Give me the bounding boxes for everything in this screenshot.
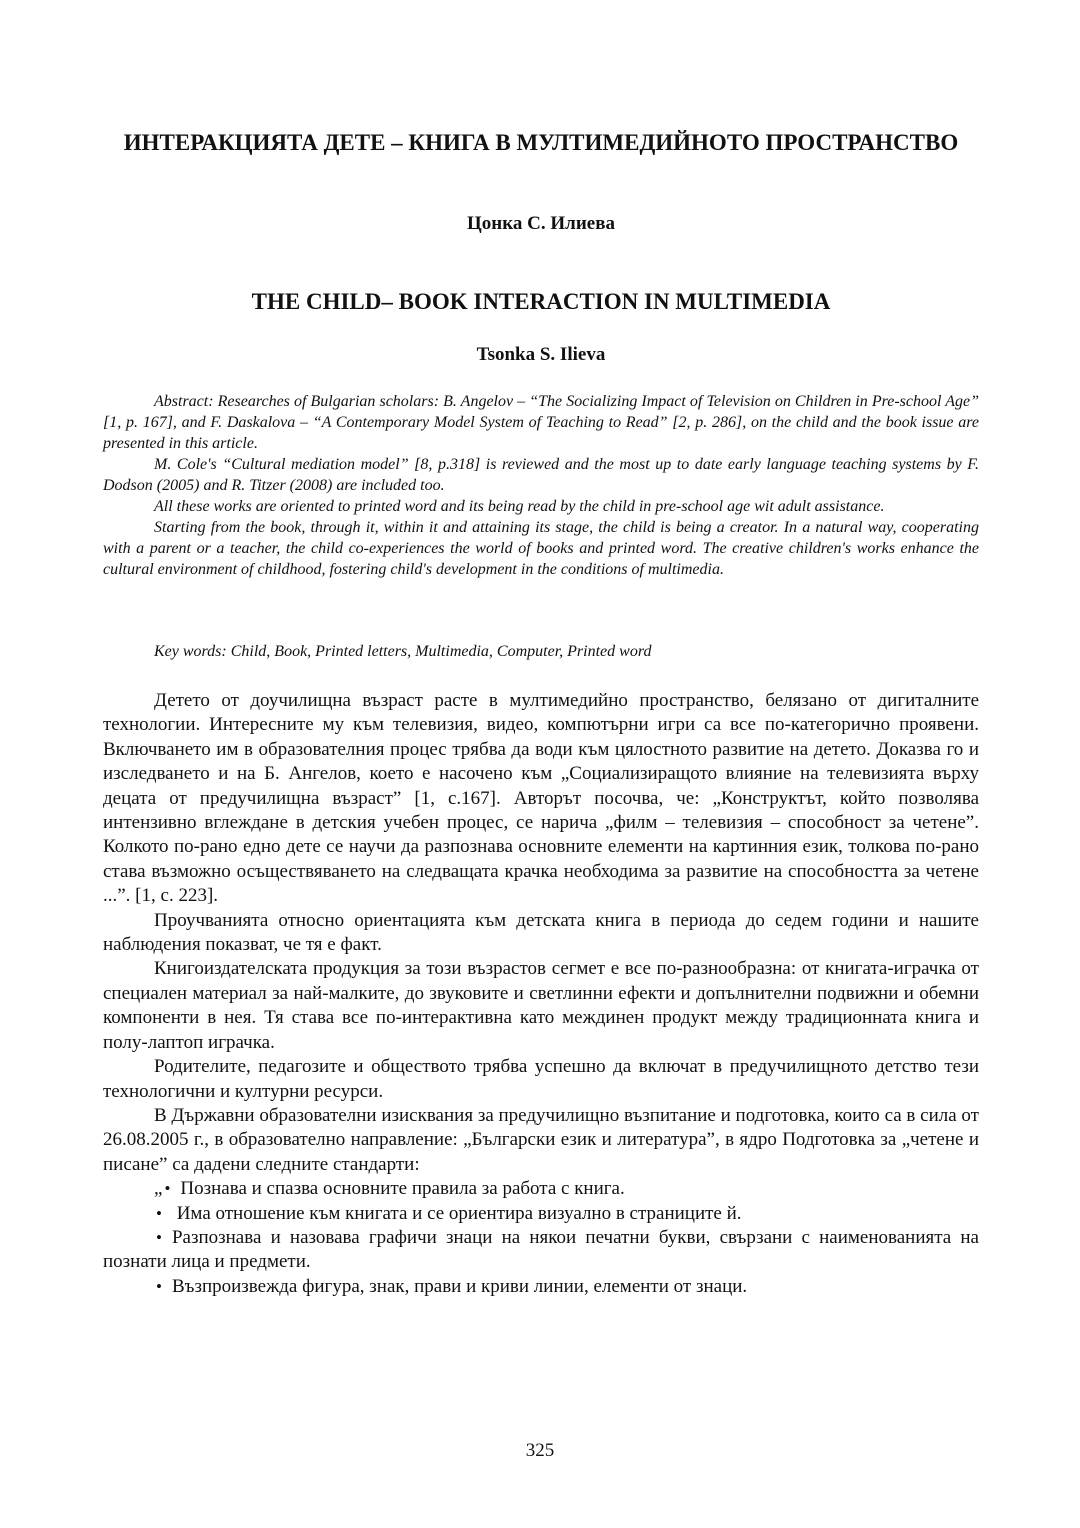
page-number: 325 <box>525 1440 555 1461</box>
abstract-paragraph: M. Cole's “Cultural mediation model” [8, p.318] is reviewed and the most up to date early language teaching systems by F. Dodson (2005) and R. Titzer (2008) are included too. <box>103 456 979 494</box>
body-paragraph: Детето от доучилищна възраст расте в мултимедийно пространство, белязано от дигиталните технологии. Интересните му към телевизия, видео, компютърни игри са все по-категорично проявени. Включването им в образователния процес трябва да води към цялостното развитие на детето. Доказва го и изследването и на Б. Ангелов, което е насочено към „Социализиращото влияние на телевизията върху децата от предучилищна възраст” [1, с.167]. Авторът посочва, че: „Конструктът, който позволява интензивно вглеждане в детския учебен процес, се нарича „филм – телевизия – способност за четене”. Колкото по-рано едно дете се научи да разпознава основните елементи на картинния език, толкова по-рано става възможно осъществяването на следващата крачка необходима за развитие на способността за четене ...”. [1, с. 223]. <box>103 690 979 907</box>
abstract-paragraph: Starting from the book, through it, within it and attaining its stage, the child is being a creator. In a natural way, cooperating with a parent or a teacher, the child co-experiences the world of books and printed word. The creative children's works enhance the cultural environment of childhood, fostering child's development in the conditions of multimedia. <box>103 519 979 578</box>
keywords: Key words: Child, Book, Printed letters, Multimedia, Computer, Printed word <box>154 643 652 660</box>
quote-mark: „ <box>154 1178 163 1200</box>
bullet-text: Възпроизвежда фигура, знак, прави и криви линии, елементи от знаци. <box>171 1275 748 1297</box>
abstract <box>103 391 979 580</box>
bullet-item <box>103 1202 979 1226</box>
bullet-item <box>103 1177 979 1201</box>
body-paragraph: В Държавни образователни изисквания за предучилищно възпитание и подготовка, които са в сила от 26.08.2005 г., в образователно направление: „Български език и литература”, в ядро Подготовка за „четене и писане” са дадени следните стандарти: <box>103 1104 979 1175</box>
body-paragraph: Проучванията относно ориентацията към детската книга в периода до седем години и нашите наблюдения показват, че тя е факт. <box>103 909 979 956</box>
bullet-icon: • <box>164 1179 171 1199</box>
bullet-text: Разпознава и назовава графичи знаци на някои печатни букви, свързани с наименованията на познати лица и предмети. <box>103 1226 979 1273</box>
bullet-text: Има отношение към книгата и се ориентира визуално в страниците й. <box>171 1202 742 1224</box>
bullet-item <box>103 1275 979 1299</box>
abstract-paragraph: All these works are oriented to printed word and its being read by the child in pre-school age wit adult assistance. <box>154 498 885 515</box>
body-paragraph: Книгоиздателската продукция за този възрастов сегмет е все по-разнообразна: от книгата-играчка от специален материал за най-малките, до звуковите и светлинни ефекти и допълнителни подвижни и обемни компоненти в нея. Тя става все по-интерактивна като междинен продукт между традиционната книга и полу-лаптоп играчка. <box>103 958 979 1053</box>
bullet-text: Познава и спазва основните правила за работа с книга. <box>180 1178 625 1200</box>
abstract-paragraph: Abstract: Researches of Bulgarian scholars: B. Angelov – “The Socializing Impact of Television on Children in Pre-school Age” [1, p. 167], and F. Daskalova – “A Contemporary Model System of Teaching to Read” [2, p. 286], on the child and the book issue are presented in this article. <box>103 393 979 452</box>
body-text <box>103 689 979 1299</box>
bullet-item <box>103 1226 979 1275</box>
title-bulgarian: ИНТЕРАКЦИЯТА ДЕТЕ – КНИГА В МУЛТИМЕДИЙНОТО ПРОСТРАНСТВО <box>123 130 959 155</box>
title-english: THE CHILD– BOOK INTERACTION IN MULTIMEDIA <box>251 289 831 314</box>
body-paragraph: Родителите, педагозите и обществото трябва успешно да включат в предучилищното детство тези технологични и културни ресурси. <box>103 1056 979 1102</box>
author-english: Tsonka S. Ilieva <box>476 344 606 365</box>
bullet-icon: • <box>156 1227 162 1247</box>
bullet-icon: • <box>156 1203 162 1223</box>
bullet-icon: • <box>156 1276 162 1296</box>
author-bulgarian: Цонка С. Илиева <box>467 213 615 234</box>
